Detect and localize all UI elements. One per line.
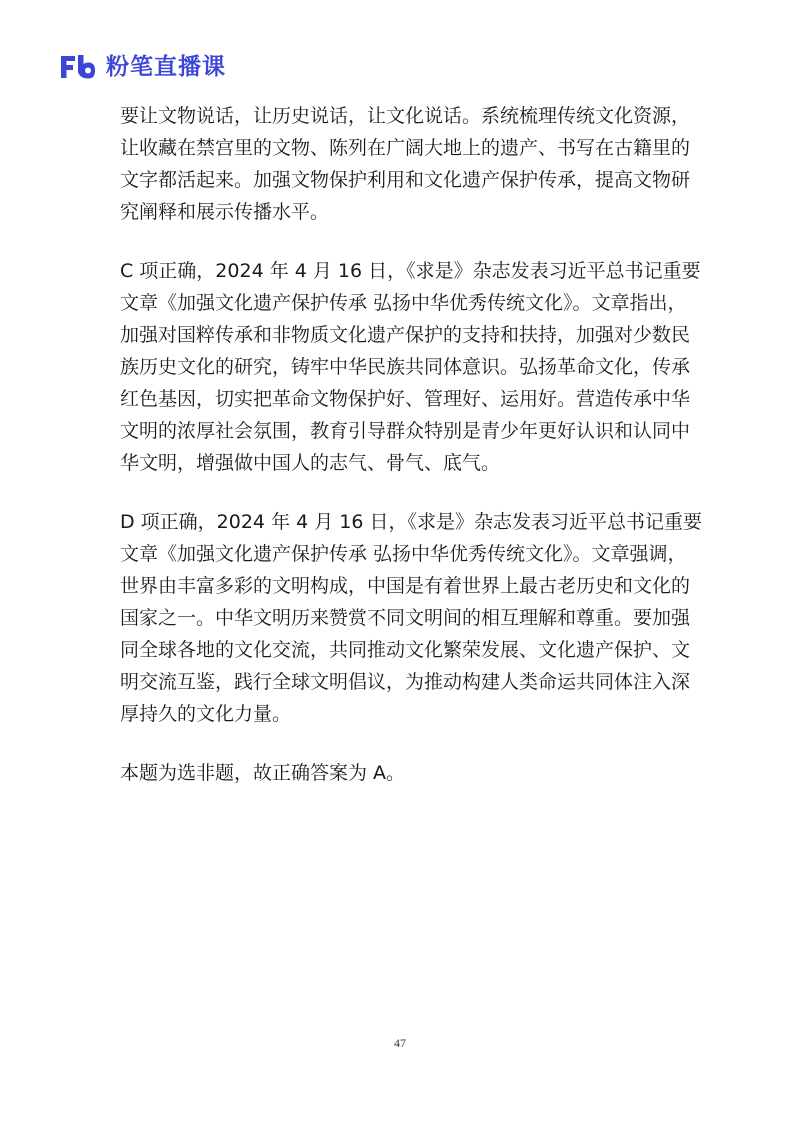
text-line: 让收藏在禁宫里的文物、陈列在广阔大地上的遗产、书写在古籍里的 xyxy=(120,137,691,159)
text-line: 究阐释和展示传播水平。 xyxy=(120,201,330,223)
text-line: 明交流互鉴，践行全球文明倡议，为推动构建人类命运共同体注入深 xyxy=(120,671,691,693)
page-number: 47 xyxy=(394,1036,406,1050)
text-line: 国家之一。中华文明历来赞赏不同文明间的相互理解和尊重。要加强 xyxy=(120,607,691,629)
text-line: 厚持久的文化力量。 xyxy=(120,703,292,725)
paragraph-answer xyxy=(120,757,692,789)
text-line: 文字都活起来。加强文物保护利用和文化遗产保护传承，提高文物研 xyxy=(120,169,691,191)
text-line: 要让文物说话，让历史说话，让文化说话。系统梳理传统文化资源， xyxy=(120,105,691,127)
text-line: 同全球各地的文化交流，共同推动文化繁荣发展、文化遗产保护、文 xyxy=(120,639,691,661)
paragraph-option-d xyxy=(120,506,702,730)
text-line: 世界由丰富多彩的文明构成，中国是有着世界上最古老历史和文化的 xyxy=(120,575,691,597)
text-line: C 项正确，2024 年 4 月 16 日，《求是》杂志发表习近平总书记重要 xyxy=(120,260,701,282)
header xyxy=(58,50,226,84)
text-line: D 项正确，2024 年 4 月 16 日，《求是》杂志发表习近平总书记重要 xyxy=(120,511,702,533)
text-line: 文章《加强文化遗产保护传承 弘扬中华优秀传统文化》。文章强调， xyxy=(120,543,687,565)
brand-name: 粉笔直播课 xyxy=(106,54,226,80)
text-line: 文章《加强文化遗产保护传承 弘扬中华优秀传统文化》。文章指出， xyxy=(120,292,687,314)
fenbi-logo-icon xyxy=(58,52,98,82)
text-line: 文明的浓厚社会氛围，教育引导群众特别是青少年更好认识和认同中 xyxy=(120,420,691,442)
text-line: 本题为选非题，故正确答案为 A。 xyxy=(120,762,406,784)
document-body xyxy=(120,100,702,816)
text-line: 华文明，增强做中国人的志气、骨气、底气。 xyxy=(120,452,501,474)
paragraph-option-c xyxy=(120,255,701,479)
text-line: 红色基因，切实把革命文物保护好、管理好、运用好。营造传承中华 xyxy=(120,388,691,410)
text-line: 族历史文化的研究，铸牢中华民族共同体意识。弘扬革命文化，传承 xyxy=(120,356,691,378)
text-line: 加强对国粹传承和非物质文化遗产保护的支持和扶持，加强对少数民 xyxy=(120,324,691,346)
paragraph-intro xyxy=(120,100,692,228)
